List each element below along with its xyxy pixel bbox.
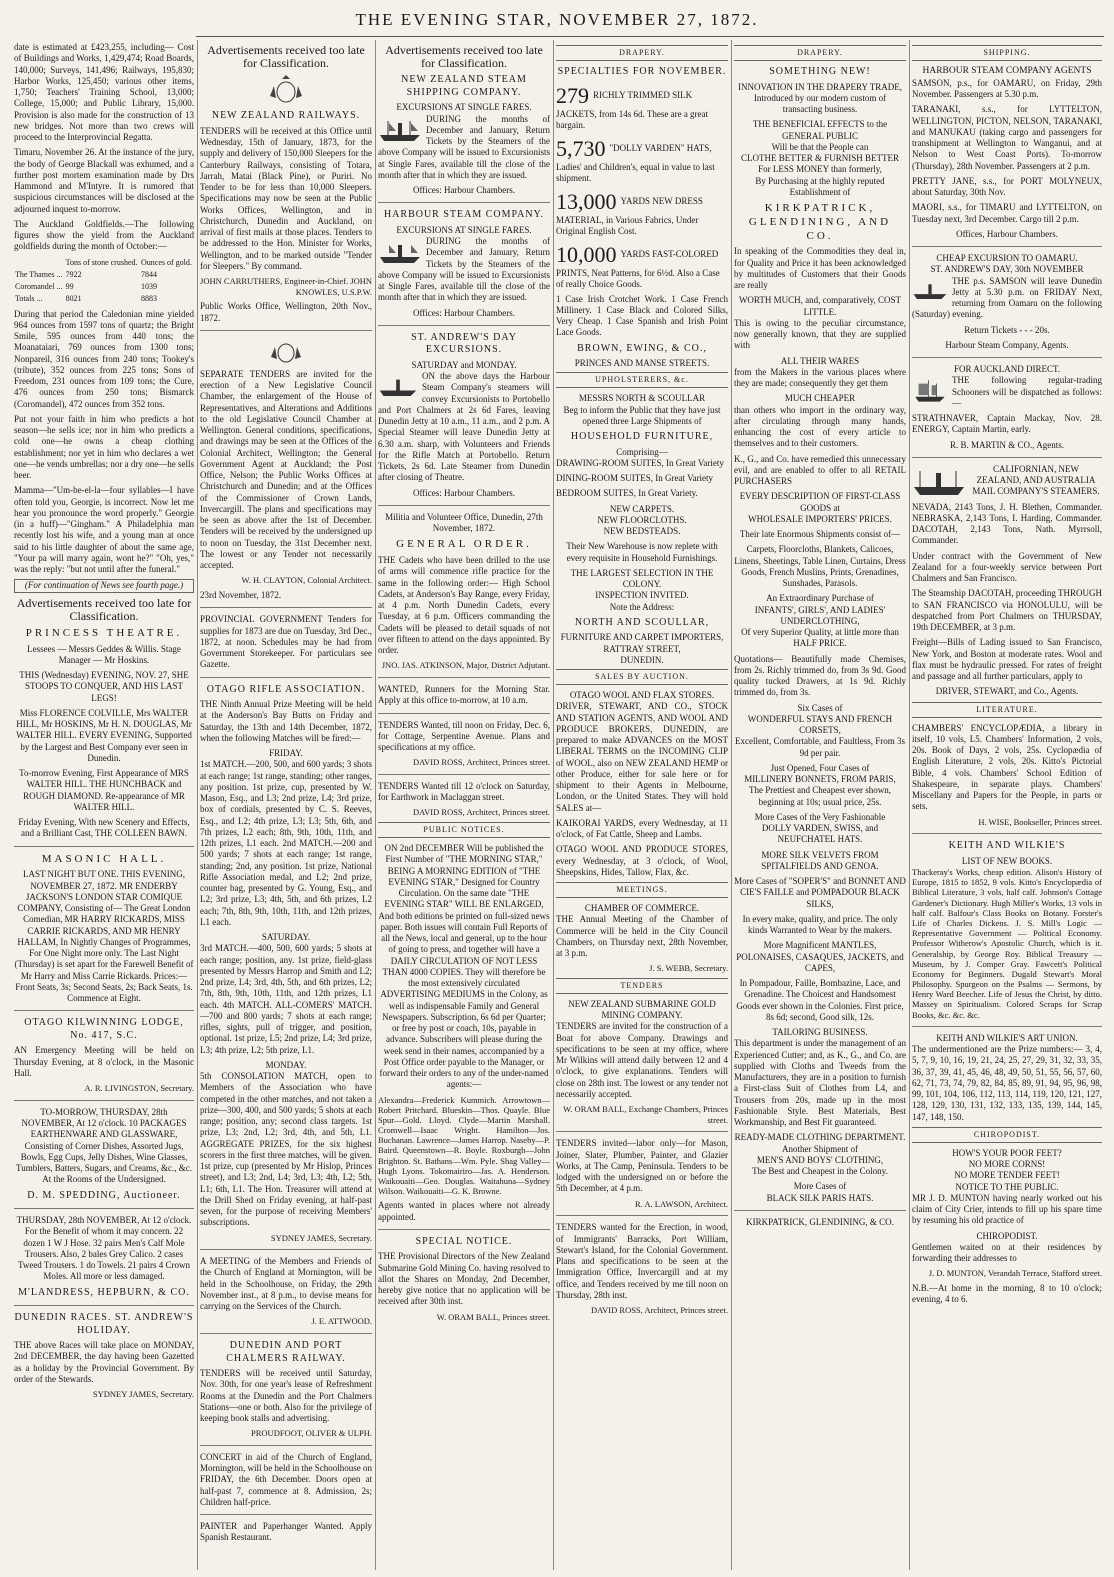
- ad-title: GENERAL ORDER.: [396, 538, 532, 551]
- ad-title: SOMETHING NEW!: [769, 66, 871, 77]
- royal-crest-icon: [266, 74, 306, 106]
- ad-text: THIS (Wednesday) EVENING, NOV. 27, SHE STOOPS TO CONQUER, AND HIS LAST LEGS!: [19, 670, 189, 703]
- signature: A. R. LIVINGSTON, Secretary.: [84, 1083, 194, 1094]
- steamship-icon: [912, 279, 948, 301]
- column-5: [734, 42, 906, 1568]
- signature: J. S. WEBB, Secretary.: [649, 963, 728, 974]
- ad-text: WORTH MUCH, and, comparatively, COST LITTLE.: [738, 295, 902, 317]
- divider: [912, 1026, 1102, 1027]
- new-item: NEW CARPETS.: [609, 503, 675, 514]
- specialty-item: [556, 135, 728, 185]
- agents-list: Alexandra—Frederick Kummich. Arrowtown—Robert Pritchard. Blueskin—Thos. Quayle. Blue Spur—Gold. Lloyd. Clyde—Martin Marshall. Cromwell—Isaac Wright. Hamilton—Jos. Buchanan. Lawrence—James Harrop. Naseby—P. Baird. Queenstown—R. Boyle. Roxburgh—John Brighton. St. Bathans—Wm. Pyle. Shag Valley—Hugh Lyons. Tokomairiro—Jas. A. Henderson. Waikouaiti—Geo. Douglas. Waitahuna—Sydney Wilson. Waikouaiti—G. K. Browne.: [378, 1094, 550, 1197]
- ad-text: THE above Races will take place on MONDAY, 2nd DECEMBER, the day having been Gazetted as a holiday by the Provincial Government. By order of the Stewards.: [14, 1340, 194, 1384]
- ship-notice: THE following regular-trading Schooners will be dispatched as follows:—: [952, 375, 1102, 408]
- ad-title: CHEAP EXCURSION TO OAMARU.: [936, 253, 1078, 264]
- ad-text: This department is under the management of an Experienced Cutter; and, as K., G., and Co. are supplied with Cloths and Tweeds from the Manufacturers, they are in a position to furnish a First-class Suit of Clothes from L4, and Trousers from 20s, made up in the most Fashionable Style. Best Materials, Best Workmanship, and Best Fit guaranteed.: [734, 1038, 906, 1127]
- section-heading: Advertisements received too late for Classification.: [207, 43, 365, 71]
- ad-title: BROWN, EWING, & CO.,: [577, 342, 707, 354]
- ad-text: WHOLESALE IMPORTERS' PRICES.: [748, 513, 892, 524]
- ad-text: from the Makers in the various places where they are made; consequently they get them: [734, 366, 906, 388]
- ad-text: Their late Enormous Shipments consist of—: [739, 529, 901, 539]
- specialty-item: [556, 188, 728, 238]
- ad-text: TENDERS wanted for the Erection, in wood, of Immigrants' Barracks, Port William, Stewart's Island, for the Colonial Government. Plans and specifications to be seen at the Immigration Office, Invercargill and at my office, and Tenders received by me till noon on Thursday, 28th inst.: [556, 1222, 728, 1300]
- ad-text: Offices: Harbour Chambers.: [412, 487, 516, 498]
- ship-notice: TARANAKI, s.s., for LYTTELTON, WELLINGTON, PICTON, NELSON, TARANAKI, and MANUKAU (taking cargo and passengers for transhipment at Wellington to Wanganui, and at Nelson to West Coast Ports). To-morrow (Thursday), 28th November. Passengers at 2 p.m.: [912, 104, 1102, 171]
- specialty-number: 5,730: [556, 135, 606, 161]
- masthead: THE EVENING STAR, NOVEMBER 27, 1872.: [355, 10, 759, 29]
- ad-text: The Prettiest and Cheapest ever shown, beginning at 10s; usual price, 25s.: [749, 785, 891, 807]
- ad-text: MUCH CHEAPER: [784, 393, 856, 404]
- ad-text: DUNEDIN.: [620, 654, 664, 665]
- ad-text: K., G., and Co. have remedied this unnecessary evil, and are enabled to offer to all RETAIL PURCHASERS: [734, 453, 906, 486]
- ship-notice: MAORI, s.s., for TIMARU and LYTTELTON, on Tuesday next, 3rd December. Cargo till 2 p.m.: [912, 202, 1102, 224]
- column-2: [200, 42, 372, 1568]
- ad-text: DURING the months of December and January, Return Tickets by the Steamers of the above Company will be issued to Excursionists at Single Fares, available till the close of the month after that in which they are issued.: [378, 236, 550, 303]
- ad-subtitle: SATURDAY and MONDAY.: [411, 359, 517, 370]
- ad-text: RATTRAY STREET,: [603, 643, 681, 654]
- ad-text: R. B. MARTIN & CO., Agents.: [950, 439, 1064, 450]
- ad-text: Introduced by our modern custom of transacting business.: [753, 92, 887, 114]
- ad-text: Return Tickets - - - 20s.: [964, 324, 1050, 335]
- ad-title: HARBOUR STEAM COMPANY.: [383, 209, 545, 221]
- news-para: Mamma—"Um-be-el-la—four syllables—I have often told you, Georgie, is incorrect. Now let me hear you pronounce the word properly." Georgie (in a huff)—"Gingham." A Philadelphia man recently lost his wife, and a young man at once said to his little daughter of about the same age, "Your pa will marry again, wont he?" "Oh, yes," was the reply: "but not until after the funeral.": [14, 485, 194, 574]
- signature: W. H. CLAYTON, Colonial Architect.: [241, 575, 372, 586]
- ad-text: THE Annual Meeting of the Chamber of Commerce will be held in the City Council Chambers, on Thursday next, 28th November, at 3 p.m.: [556, 914, 728, 958]
- ad-text: MR J. D. MUNTON having nearly worked out his claim of City Crier, intends to fill up his spare time by resuming his old practice of: [912, 1192, 1102, 1226]
- news-goldfields: The Auckland Goldfields.—The following figures show the yield from the Auckland goldfields during the month of October:—: [14, 218, 194, 252]
- signature: DAVID ROSS, Architect, Princes street.: [412, 807, 550, 818]
- ad-text: Offices, Harbour Chambers.: [956, 228, 1058, 239]
- specialty-number: 10,000: [556, 241, 617, 267]
- ad-text: NO MORE CORNS!: [968, 1159, 1046, 1170]
- divider: [14, 846, 194, 847]
- ad-text: Excellent, Comfortable, and Faultless, From 3s 9d per pair.: [735, 736, 905, 758]
- divider: [378, 713, 550, 714]
- signature: PROUDFOOT, OLIVER & ULPH.: [251, 1428, 372, 1439]
- ad-text: Lessees — Messrs Geddes & Willis. Stage Manager — Mr Hoskins.: [27, 643, 181, 665]
- ad-text: BLACK SILK PARIS HATS.: [766, 1192, 874, 1203]
- ad-text: In every make, quality, and price. The only kinds Warranted to Wear by the makers.: [742, 913, 898, 935]
- ad-text: 1 Case Irish Crotchet Work. 1 Case French Millinery. 1 Case Black and Colored Silks, Very Cheap. 1 Case Spanish and Irish Point Lace Goods.: [556, 293, 728, 338]
- specialty-item: [556, 82, 728, 132]
- signature: JNO. JAS. ATKINSON, Major, District Adjutant.: [381, 660, 550, 671]
- ad-text: Just Opened, Four Cases of: [770, 762, 870, 773]
- signature: DAVID ROSS, Architect, Princes street.: [590, 1305, 728, 1315]
- ad-text: PAINTER and Paperhanger Wanted. Apply Spanish Restaurant.: [200, 1521, 372, 1543]
- ad-footer: KIRKPATRICK, GLENDINING, & CO.: [746, 1216, 894, 1227]
- ad-text: PROVINCIAL GOVERNMENT Tenders for supplies for 1873 are due on Tuesday, 3rd Dec., 1872, at noon. Schedules may be had from Government Storekeeper. For particulars see Gazette.: [200, 614, 372, 670]
- section-heading: Advertisements received too late for Classification.: [16, 595, 192, 623]
- ad-text: Will be that the People can: [771, 141, 869, 152]
- signature: DAVID ROSS, Architect, Princes street.: [412, 757, 550, 768]
- ad-text: TENDERS Wanted, till noon on Friday, Dec. 6, for Cottage, Serpentine Avenue. Plans and specifications at my office.: [378, 719, 550, 752]
- ad-text: Quotations— Beautifully made Chemises, from 2s. Richly trimmed do, from 3s 9d. Good quality tucked Drawers, at 1s 9d. Richly trimmed do, from 3s.: [734, 653, 906, 698]
- ad-text: THE Provisional Directors of the New Zealand Submarine Gold Mining Co. having resolved to allot the Shares on Monday, 2nd December, hereby give notice that no application will be received after 30th inst.: [378, 1251, 550, 1307]
- ad-text: More Cases of the Very Fashionable: [754, 811, 886, 822]
- ad-text: THURSDAY, 28th NOVEMBER, At 12 o'clock. For the Benefit of whom it may concern. 22 dozen 1 W J Hose. 32 pairs Men's Calf Mole Trousers. Also, 2 bales Grey Calico. 2 cases Tweed Trousers. 1 do Towels. 21 pairs 4 Crown Moles. All more or less damaged.: [16, 1215, 192, 1282]
- divider: [378, 774, 550, 775]
- ad-text: TENDERS are invited for the construction of a Boat for above Company. Drawings and specifications to be seen at my office, where Mr Wilkins will attend daily between 12 and 4 o'clock, to give explanations. Tenders will close on 28th inst. The lowest or any tender not necessarily accepted.: [556, 1021, 728, 1099]
- ad-text: 5th CONSOLATION MATCH, open to Members of the Association who have competed in the other matches, and not taken a prize—300, 400, and 500 yards; 5 shots at each range; position, any; second class targets. 1st prize, L3; 2nd, L2; 3rd, 4th, and 5th, L1. AGGREGATE PRIZES, for the six highest scorers in the first three matches, will be given. 1st prize, cup (presented by Mr Hislop, Princes street), and L3; 2nd, L4; 3rd, L3; 4th, L2; 5th, L1; 6th, L1. The Hon. Treasurer will attend at the Drill Shed on Friday evening, at half-past seven, for the purpose of receiving Members' subscriptions.: [200, 1071, 372, 1228]
- ad-text: Beg to inform the Public that they have just opened three Large Shipments of: [563, 404, 721, 426]
- specialty-text: YARDS FAST-COLORED PRINTS, Neat Patterns, for 6½d. Also a Case of really Choice Goods.: [556, 248, 720, 290]
- ship-notice: SAMSON, p.s., for OAMARU, on Friday, 29th November. Passengers at 5.30 p.m.: [912, 77, 1102, 100]
- ship-notice: THE p.s. SAMSON will leave Dunedin Jetty at 5.30 p.m. on FRIDAY Next, returning from Oamaru on the following (Saturday) evening.: [912, 275, 1102, 320]
- ad-text: HOW'S YOUR POOR FEET?: [952, 1147, 1062, 1158]
- ad-text: INNOVATION IN THE DRAPERY TRADE,: [738, 81, 902, 92]
- news-para: During that period the Caledonian mine yielded 964 ounces from 1597 tons of quartz; the Bright Smile, 595 ounces from 440 tons; the Moanataiari, 769 ounces from 1300 tons; Nonpareil, 316 ounces from 240 tons; Tookey's (tribute), 352 ounces from 225 tons; Sons of Freedom, 231 ounces from 109 tons; the Cure, 476 ounces from 250 tons; Bismarck (Coromandel), 472 ounces from 352 tons.: [14, 308, 194, 409]
- ad-text: WANTED, Runners for the Morning Star. Apply at this office to-morrow, at 10 a.m.: [378, 684, 550, 706]
- book-list: Thackeray's Works, cheap edition. Alison's History of Europe, 1815 to 1852, 9 vols. Kitto's Encyclopædia of Biblical Literature, 3 vols, half calf. Johnson's Cottage Gardener's Dictionary. Hugh Miller's Works, 13 vols in half calf. Balfour's Class Books on Botany. Forster's Life of Charles Dickens. J. S. Mill's Logic — Representative Government — Political Economy. Professor Witherow's Apostolic Church, which is it. Generalship, by George Roy. Biblical Treasury — Museum, by J. Comper Gray. Fawcett's Political Economy for Beginners. Dugald Stewart's Moral Philosophy. Spurgeon on the Psalms — Sermons, by Henry Ward Beecher. Life of Jesus the Christ, by ditto. Massey on Spiritualism. Colored Scraps for Scrap Books, &c. &c. &c.: [912, 867, 1102, 1020]
- divider: [200, 677, 372, 678]
- ad-text: TO-MORROW, THURSDAY, 28th NOVEMBER, At 12 o'clock. 10 PACKAGES EARTHENWARE AND GLASSWARE, Consisting of Corner Dishes, Assorted Jugs, Bowls, Egg Cups, Jelly Dishes, Wine Glasses, Tumblers, Batters, Sugars, and Creams, &c., &c. At the Rooms of the Undersigned.: [16, 1106, 192, 1185]
- ad-text: MILLINERY BONNETS, FROM PARIS,: [744, 774, 896, 784]
- ad-title: KIRKPATRICK, GLENDINING, AND CO.: [748, 202, 892, 242]
- ad-title: D. M. SPEDDING, Auctioneer.: [27, 1189, 181, 1201]
- ad-subtitle: EXCURSIONS AT SINGLE FARES.: [396, 224, 532, 235]
- signature: SYDNEY JAMES, Secretary.: [270, 1232, 372, 1243]
- ad-title: KEITH AND WILKIE'S: [948, 840, 1066, 852]
- ad-text: THE BENEFICIAL EFFECTS to the GENERAL PUBLIC: [752, 119, 888, 141]
- signature: SYDNEY JAMES, Secretary.: [92, 1389, 194, 1399]
- ad-text: DRIVER, STEWART, and Co., Agents.: [935, 686, 1079, 697]
- ad-text: In speaking of the Commodities they deal in, for Quality and Price it has been acknowledged by multitudes of Customers that their Goods are really: [734, 246, 906, 290]
- ad-text: Another Shipment of: [782, 1143, 858, 1154]
- ad-title: NEW ZEALAND STEAM SHIPPING COMPANY.: [401, 74, 527, 98]
- ad-text: By Purchasing at the highly reputed Establishment of: [755, 175, 885, 197]
- ad-subtitle: PRINCES AND MANSE STREETS.: [574, 358, 710, 368]
- divider: [734, 1210, 906, 1211]
- ad-subtitle: LIST OF NEW BOOKS.: [961, 855, 1053, 866]
- ship-notice: NEVADA, 2143 Tons, J. H. Blethen, Commander. NEBRASKA, 2,143 Tons, I. Harding, Commander. DACOTAH, 2,143 Tons, Nath. Myrrsoll, Commander.: [912, 501, 1102, 546]
- ad-title: FOR AUCKLAND DIRECT.: [953, 364, 1061, 375]
- news-para: Put not your faith in him who predicts a hot season—he sells ice; nor in him who predicts a cold one—he owns a cheap clothing establishment; nor yet in him who declares a wet one—he vends umbrellas; nor a dry one—he sells beer.: [14, 413, 194, 480]
- divider: [200, 607, 372, 608]
- ad-text: 23rd November, 1872.: [200, 590, 282, 600]
- ad-text: More Magnificent MANTLES, POLONAISES, CASAQUES, JACKETS, and CAPES,: [736, 940, 904, 973]
- ad-text: Of very Superior Quality, at little more than HALF PRICE.: [741, 627, 899, 649]
- ad-title: OTAGO RIFLE ASSOCIATION.: [206, 683, 366, 695]
- ad-text: TENDERS Wanted till 12 o'clock on Saturday, for Earthwork in Maclaggan street.: [378, 780, 550, 803]
- divider: [14, 1100, 194, 1101]
- ad-title: NEW ZEALAND SUBMARINE GOLD MINING COMPANY.: [568, 998, 716, 1021]
- section-heading: Advertisements received too late for Classification.: [385, 43, 543, 71]
- ad-text: Militia and Volunteer Office, Dunedin, 27th November, 1872.: [385, 511, 543, 534]
- column-divider: [909, 40, 910, 1570]
- ship-notice: Under contract with the Government of New Zealand for a four-weekly service between Port Chalmers and San Francisco.: [912, 550, 1102, 584]
- ad-title: TAILORING BUSINESS.: [772, 1027, 868, 1037]
- specialty-number: 279: [556, 82, 589, 108]
- specialty-number: 13,000: [556, 188, 617, 214]
- column-divider: [553, 40, 554, 1570]
- column-6: [912, 42, 1102, 1568]
- ad-text: More Cases of "SOPER'S" and BONNET AND CIE'S FAILLE and POMPADOUR BLACK SILKS,: [734, 876, 906, 909]
- specialty-text: RICHLY TRIMMED SILK JACKETS, from 14s 6d. These are a great bargain.: [556, 89, 709, 131]
- divider: [912, 833, 1102, 834]
- ad-text: NO MORE TENDER FEET!: [954, 1170, 1060, 1181]
- ad-text: MESSRS NORTH & SCOULLAR: [578, 393, 706, 404]
- divider: [200, 1249, 372, 1250]
- section-heading: DRAPERY.: [556, 45, 728, 61]
- signature: J. E. ATTWOOD.: [311, 1316, 372, 1327]
- steamship-icon: [378, 374, 418, 398]
- ad-text: The undermentioned are the Prize numbers:— 3, 4, 5, 7, 9, 10, 16, 19, 21, 24, 25, 27, 29, 31, 32, 33, 35, 36, 37, 39, 41, 45, 46, 48, 49, 50, 51, 55, 56, 57, 60, 62, 71, 73, 74, 79, 82, 84, 85, 89, 91, 94, 95, 96, 98, 99, 101, 104, 106, 112, 113, 114, 119, 120, 121, 127, 128, 129, 130, 131, 132, 133, 135, 139, 144, 145, 147, 148, 150.: [912, 1044, 1102, 1122]
- masthead-rule: [196, 36, 1104, 37]
- ad-text: EVERY DESCRIPTION OF FIRST-CLASS GOODS at: [739, 491, 901, 513]
- divider: [14, 1305, 194, 1306]
- ad-title: SPECIALTIES FOR NOVEMBER.: [557, 66, 727, 77]
- signature: H. WISE, Bookseller, Princes street.: [978, 816, 1102, 827]
- ad-text: Offices: Harbour Chambers.: [412, 307, 516, 318]
- ship-notice: PRETTY JANE, s.s., for PORT MOLYNEUX, about Saturday, 30th Nov.: [912, 175, 1102, 198]
- steamship-icon: [378, 239, 422, 265]
- section-heading: SHIPPING.: [912, 45, 1102, 61]
- sailing-ship-icon: [912, 378, 948, 404]
- divider: [378, 202, 550, 203]
- section-heading: SALES BY AUCTION.: [556, 669, 728, 685]
- ad-text: CLOTHE BETTER & FURNISH BETTER: [741, 153, 899, 163]
- signature: J. D. MUNTON, Verandah Terrace, Stafford street.: [928, 1268, 1102, 1279]
- ad-text: Offices: Harbour Chambers.: [412, 185, 516, 196]
- ad-title: ST. ANDREW'S DAY EXCURSIONS.: [411, 331, 517, 356]
- ad-text: Friday Evening, With new Scenery and Effects, and a Brilliant Cast, THE COLLEEN BAWN.: [18, 817, 190, 839]
- ad-text: LAST NIGHT BUT ONE. THIS EVENING, NOVEMBER 27, 1872. MR ENDERBY JACKSON'S LONDON STAR COMIQUE COMPANY, Consisting of— The Great London Comedian, MR HARRY RICKARDS, MISS CARRIE RICKARDS, AND MR HENRY HALLAM, In Nightly Changes of Programmes, For One Night more only. The Last Night (Thursday) is set apart for the Farewell Benefit of Mr Harry and Miss Carrie Rickards. Prices:—Front Seats, 3s; Second Seats, 2s; Back Seats, 1s. Commence at Eight.: [14, 869, 194, 1004]
- ad-text: In Pompadour, Faille, Bombazine, Lace, and Grenadine. The Choicest and Handsomest Goods ever shown in the Colonies. First price, 8s 6d; second, Good silk, 12s.: [736, 978, 904, 1022]
- section-heading: UPHOLSTERERS, &c.: [556, 372, 728, 388]
- ad-text: The Best and Cheapest in the Colony.: [752, 1166, 888, 1176]
- ad-text: than others who import in the ordinary way, after circulating through many hands, enhancing the cost of every article to themselves and to their customers.: [734, 404, 906, 449]
- ad-title: OTAGO KILWINNING LODGE, No. 417, S.C.: [24, 1017, 184, 1041]
- ad-text: WONDERFUL STAYS AND FRENCH CORSETS,: [747, 713, 893, 735]
- ad-text: To-morrow Evening, First Appearance of MRS WALTER HILL. THE HUNCHBACK and ROUGH DIAMOND. Re-appearance of MR WALTER HILL.: [19, 768, 189, 812]
- suite-item: BEDROOM SUITES, In Great Variety.: [556, 488, 698, 499]
- ad-title: DUNEDIN AND PORT CHALMERS RAILWAY.: [226, 1340, 346, 1364]
- divider: [556, 1215, 728, 1216]
- ad-text: More Cases of: [793, 1181, 847, 1192]
- new-item: NEW FLOORCLOTHS.: [597, 514, 687, 525]
- ad-text: Agents wanted in places where not already appointed.: [378, 1200, 550, 1222]
- ad-text: Their New Warehouse is now replete with every requisite in Household Furnishings.: [566, 541, 718, 563]
- ad-text: Comprising—: [616, 446, 668, 457]
- divider: [200, 330, 372, 331]
- ad-text: FURNITURE AND CARPET IMPORTERS,: [560, 632, 724, 643]
- section-heading: DRAPERY.: [734, 45, 906, 61]
- ad-text: A MEETING of the Members and Friends of the Church of England at Mornington, will be held in the Schoolhouse, on Friday, the 29th November inst., at 8 p.m., to devise means for carrying on the Services of the Church.: [200, 1256, 372, 1312]
- divider: [200, 1514, 372, 1515]
- ship-notice: The Steamship DACOTAH, proceeding THROUGH to SAN FRANCISCO via HONOLULU, will be despatched from Port Chalmers on THURSDAY, 19th DECEMBER, at 3 p.m.: [912, 588, 1102, 633]
- ad-text: CONCERT in aid of the Church of England, Mornington, will be held in the Schoolhouse on FRIDAY, the 6th December. Doors open at half-past 7, commence at 8. Admission, 2s; Children half-price.: [200, 1451, 372, 1507]
- divider: [378, 1229, 550, 1230]
- ad-text: MORE SILK VELVETS FROM SPITALFIELDS AND GENOA.: [761, 849, 879, 871]
- ad-text: Note the Address:: [609, 601, 675, 612]
- ad-text: AN Emergency Meeting will be held on Thursday Evening, at 8 o'clock, in the Masonic Hall.: [14, 1045, 194, 1078]
- column-1: [14, 42, 194, 1568]
- ad-text: DOLLY VARDEN, SWISS, and NEUFCHATEL HATS.: [761, 823, 879, 845]
- ad-text: This is owing to the peculiar circumstance, now generally known, that they are supplied with: [734, 317, 906, 351]
- suite-item: DINING-ROOM SUITES, In Great Variety: [556, 473, 714, 483]
- section-heading: LITERATURE.: [912, 702, 1102, 718]
- column-divider: [731, 40, 732, 1570]
- day-heading: FRIDAY.: [269, 748, 303, 758]
- ad-text: DRIVER, STEWART, AND CO., STOCK AND STATION AGENTS, AND WOOL AND PRODUCE BROKERS, DUNEDIN, are prepared to make ADVANCES on the MOST LIBERAL TERMS on the INCOMING CLIP of WOOL, also on NEW ZEALAND HEMP or other Produce, either for sale here or for shipment to their Agents in Melbourne, London, or the United States. They will hold SALES at—: [556, 701, 728, 813]
- ad-text: ON 2nd DECEMBER Will be published the First Number of "THE MORNING STAR," BEING A MORNING EDITION of "THE EVENING STAR," Designed for Country Circulation. On the same date "THE EVENING STAR" WILL BE ENLARGED, And both editions be printed on full-sized news paper. Both issues will contain Full Reports of all the News, local and general, up to the hour of going to press, and together will have a DAILY CIRCULATION OF NOT LESS THAN 4000 COPIES. They will therefore be the most extensively circulated ADVERTISING MEDIUMS in the Colony, as well as indispensable Family and General Newspapers. Subscription, 6s 6d per Quarter; or free by post or coach, 10s, payable in advance. Subscribers will please during the week send in their names, accompanied by a Post Office order payable to the Manager, or forward their orders to any of the under-named agents:—: [378, 843, 550, 1090]
- specialty-text: "DOLLY VARDEN" HATS, Ladies' and Children's, equal in value to last shipment.: [556, 142, 715, 184]
- ad-text: For LESS MONEY than formerly,: [758, 164, 882, 175]
- ad-title: DUNEDIN RACES. ST. ANDREW'S HOLIDAY.: [14, 1312, 194, 1336]
- divider: [200, 1445, 372, 1446]
- ad-title: OTAGO WOOL AND FLAX STORES.: [569, 690, 715, 700]
- ad-text: MEN'S AND BOYS' CLOTHING,: [756, 1154, 884, 1165]
- ad-title: PRINCESS THEATRE.: [25, 626, 183, 639]
- day-heading: SATURDAY.: [261, 932, 311, 942]
- ad-text: ON the above days the Harbour Steam Company's steamers will convey Excursionists to Portobello and Port Chalmers at 2s 6d Fares, leaving Dunedin Jetty at 10 a.m., 11 a.m., and 2 p.m. A Special Steamer will leave Dunedin Jetty at 6.30 a.m. sharp, with Volunteers and Friends for the Rifle Match at Portobello. Return Tickets, 2s 6d. Late Steamer from Dunedin after closing of Theatre.: [378, 371, 550, 483]
- section-heading: CHIROPODIST.: [912, 1127, 1102, 1143]
- ad-text: CHAMBERS' ENCYCLOPÆDIA, a library in itself, 10 vols, L5. Chambers' Information, 2 vols, 20s. Book of Days, 2 vols, 25s. Cyclopædia of English Literature, 2 vols, 20s. Kitto's Pictorial Bible, 4 vols. Chambers' School Edition of Shakespeare, in separate plays. Chambers' Miscellany and Papers for the People, in parts or sets.: [912, 722, 1102, 812]
- divider: [378, 677, 550, 678]
- ad-title: SPECIAL NOTICE.: [415, 1235, 513, 1247]
- news-timaru: Timaru, November 26. At the instance of the jury, the body of George Blackall was exhumed, and a further post mortem examination made by Drs Hammond and M'Intyre. It is rumored that suspicious circumstances will be disclosed at the adjourned inquest to-morrow.: [14, 147, 194, 214]
- column-divider: [375, 40, 376, 1570]
- ad-text: KAIKORAI YARDS, every Wednesday, at 11 o'clock, of Fat Cattle, Sheep and Lambs.: [556, 817, 728, 839]
- ad-text: TENDERS will be received at this Office until Wednesday, 15th of January, 1873, for the supply and delivery of 150,000 Sleepers for the Canterbury Railways, consisting of Totara, Jarrah, Matai (Black Pine), or Puriri. No Tender to be for less than 10,000 Sleepers. Specifications may now be seen at the Public Works Offices, Wellington, and in Christchurch, Dunedin and Auckland, on arrival of first mails at those places. Tenders to be addressed to the Hon. Minister for Works, Wellington, and to be marked outside "Tender for Sleepers." By command.: [200, 125, 372, 271]
- column-3: [378, 42, 550, 1568]
- column-divider: [197, 40, 198, 1570]
- ad-text: THE Ninth Annual Prize Meeting will be held at the Anderson's Bay Butts on Friday and Saturday, the 13th and 14th December, 1872, when the following Matches will be fired:—: [200, 699, 372, 743]
- mail-steamer-icon: [912, 467, 966, 497]
- royal-crest-icon: [266, 337, 306, 365]
- ad-text: Public Works Office, Wellington, 20th Nov., 1872.: [200, 301, 372, 323]
- suite-item: DRAWING-ROOM SUITES, In Great Variety: [556, 457, 724, 468]
- signature: W. ORAM BALL, Exchange Chambers, Princes street.: [563, 1104, 728, 1125]
- divider: [378, 505, 550, 506]
- continuation-note: (For continuation of News see fourth page.): [14, 579, 194, 592]
- signature: R. A. LAWSON, Architect.: [634, 1198, 728, 1209]
- steamship-icon: [378, 117, 422, 143]
- ad-text: Miss FLORENCE COLVILLE, Mrs WALTER HILL, Mr HOSKINS, Mr H. N. DOUGLAS, Mr WALTER HILL. EVERY EVENING, Supported by the Largest and Best Company ever seen in Dunedin.: [16, 707, 192, 763]
- gold-table: Tons of stone crushed. Ounces of gold. The Thames ... 7922 7844 Coromandel ... 99 1039 Totals ... 8021 8883: [15, 257, 192, 303]
- ad-title: CALIFORNIAN, NEW ZEALAND, AND AUSTRALIA MAIL COMPANY'S STEAMERS.: [972, 463, 1100, 497]
- day-heading: MONDAY.: [265, 1059, 307, 1070]
- ad-subtitle: EXCURSIONS AT SINGLE FARES.: [396, 102, 532, 113]
- ship-notice: Freight—Bills of Lading issued to San Francisco, New York, and Boston at moderate rates. Wool and flax must be hydraulic pressed. For rates of freight and passage and all further particulars, apply to: [912, 637, 1102, 682]
- ad-title: READY-MADE CLOTHING DEPARTMENT.: [734, 1132, 906, 1143]
- divider: [912, 357, 1102, 358]
- divider: [200, 1333, 372, 1334]
- specialty-item: [556, 241, 728, 291]
- ship-notice: STRATHNAVER, Captain Mackay, Nov. 28. ENERGY, Captain Martin, early.: [912, 413, 1102, 435]
- section-heading: PUBLIC NOTICES.: [378, 822, 550, 838]
- divider: [14, 1010, 194, 1011]
- ad-text: OTAGO WOOL AND PRODUCE STORES, every Wednesday, at 3 o'clock, of Wool, Sheepskins, Hides, Tallow, Flax, &c.: [556, 844, 728, 877]
- ad-text: INFANTS', GIRLS', AND LADIES' UNDERCLOTHING,: [754, 604, 886, 626]
- ad-text: DURING the months of December and January, Return Tickets by the Steamers of the above Company will be issued to Excursionists at Single Fares, available till the close of the month after that in which they are issued.: [378, 113, 550, 180]
- ad-text: Six Cases of: [797, 702, 843, 713]
- ad-title: HOUSEHOLD FURNITURE,: [570, 431, 714, 442]
- ad-subtitle: ST. ANDREW'S DAY, 30th NOVEMBER: [930, 264, 1084, 275]
- divider: [912, 246, 1102, 247]
- ad-text: SEPARATE TENDERS are invited for the erection of a New Legislative Council Chamber, the enlargement of the House of Representatives, and Alterations and Additions to the old Legislative Council Chamber at Wellington. General conditions, specifications, and drawings may be seen at the Offices of the Colonial Architect, Wellington; the General Government Agent at Auckland; the Post Office, Nelson; the Public Works Offices at Christchurch and Dunedin; and at the Offices of the Commissioner of Crown Lands, Invercargill. The plans and specifications may be seen as above after the 1st of December. Tenders will be received by the undersigned up to noon on Tuesday, the 31st December next. The lowest or any Tender not necessarily accepted.: [200, 368, 372, 571]
- new-item: NEW BEDSTEADS.: [603, 526, 681, 536]
- ad-text: Gentlemen waited on at their residences by forwarding their addresses to: [912, 1241, 1102, 1264]
- ad-title: NORTH AND SCOULLAR,: [574, 616, 710, 628]
- ad-text: NOTICE TO THE PUBLIC.: [955, 1181, 1059, 1192]
- ad-text: An Extraordinary Purchase of: [766, 593, 874, 604]
- divider: [556, 1131, 728, 1132]
- ad-title: NEW ZEALAND RAILWAYS.: [211, 110, 361, 122]
- ad-title: KEITH AND WILKIE'S ART UNION.: [936, 1032, 1078, 1043]
- ad-text: 1st MATCH.—200, 500, and 600 yards; 3 shots at each range; 1st range, standing; other ranges, any position. 1st prize, cup, presented by W. Mason, Esq., and L3; 2nd prize, L4; 3rd prize, box of cordials, presented by C. S. Reeves, Esq., and L2; 4th prize, L3; L3; 5th, 6th, and 7th prizes, L2 each; 8th, 9th, 10th, 11th, and 12th prizes, L1 each. 2nd MATCH.—200 and 500 yards; 7 shots at each range; 1st range, standing; 2nd, any position. 1st prize, National Rifle Association medal, and L2; 2nd prize, counter bag, presented by G. Young, Esq., and L2; 3rd prize, L3; 4th, 5th, and 6th prizes, L2 each; 7th, 8th, 9th, 10th, 11th, and 12th prizes, L1 each.: [200, 759, 372, 927]
- ad-text: TENDERS invited—labor only—for Mason, Joiner, Slater, Plumber, Painter, and Glazier Works, at The Camp, Peninsula. Tenders to be lodged with the undersigned on or before the 5th December, at 4 p.m.: [556, 1138, 728, 1194]
- ad-text: Harbour Steam Company, Agents.: [945, 339, 1069, 350]
- ad-text: THE LARGEST SELECTION IN THE COLONY.: [570, 567, 714, 589]
- ad-text: N.B.—At home in the morning, 8 to 10 o'clock; evening, 4 to 6.: [912, 1282, 1102, 1305]
- ad-title: HARBOUR STEAM COMPANY AGENTS: [922, 66, 1092, 76]
- ad-text: THE Cadets who have been drilled to the use of arms will commence rifle practice for the same in the following order:— High School Cadets, at Anderson's Bay Range, every Friday, at 4 p.m. North Dunedin Cadets, every Tuesday, at 6 p.m. Officers commanding the Cadets will be pleased to detail squads of not over fifteen to attend on the days appointed. By order.: [378, 555, 550, 656]
- ad-text: ALL THEIR WARES: [780, 355, 860, 366]
- goods-list: Carpets, Floorcloths, Blankets, Calicoes, Linens, Sheetings, Table Linen, Curtains, Dress Goods, French Muslins, Prints, Grenadines, Sunshades, Parasols.: [734, 544, 906, 588]
- ad-title: MASONIC HALL.: [41, 852, 167, 865]
- divider: [912, 457, 1102, 458]
- ad-title: CHAMBER OF COMMERCE.: [584, 903, 700, 913]
- signature: JOHN CARRUTHERS, Engineer-in-Chief. JOHN KNOWLES, U.S.P.W.: [200, 276, 372, 297]
- ad-text: INSPECTION INVITED.: [595, 590, 689, 601]
- ad-text: TENDERS will be received until Saturday, Nov. 30th, for one year's lease of Refreshment Rooms at the Dunedin and the Port Chalmers Stations—one or both. Also for the privilege of keeping book stalls and advertising.: [200, 1368, 372, 1423]
- divider: [378, 325, 550, 326]
- section-heading: MEETINGS.: [556, 882, 728, 898]
- column-4: [556, 42, 728, 1568]
- signature: W. ORAM BALL, Princes street.: [436, 1311, 550, 1322]
- divider: [14, 1208, 194, 1209]
- ad-title: M'LANDRESS, HEPBURN, & CO.: [18, 1286, 190, 1298]
- news-text: date is estimated at £423,255, including— Cost of Buildings and Works, 1,429,474; Road Boards, 140,000; Surveys, 141,496; Railways, 195,830; Harbor Works, 125,450; various other items, 1,750; Teachers' Training School, 13,000; College, 15,000; and Public Library, 15,000. Provision is also made for the construction of 13 new bridges. Not more than two crews will proceed to the Interprovincial Regatta.: [14, 42, 194, 142]
- specialty-text: YARDS NEW DRESS MATERIAL, in Various Fabrics, Under Original English Cost.: [556, 195, 703, 237]
- ad-text: CHIROPODIST.: [976, 1230, 1038, 1241]
- section-heading: TENDERS: [556, 978, 728, 994]
- ad-text: 3rd MATCH.—400, 500, 600 yards; 5 shots at each range; position, any. 1st prize, field-glass presented by Messrs Harrop and Smith and L2; 2nd prize, L4; 3rd, 4th, 5th, and 6th prizes, L2; 7th, 8th, 9th, 10th, 11th, and 12th prizes, L1 each. 4th MATCH. ALL-COMERS' MATCH.—700 and 800 yards; 7 shots at each range; rifles, sights, pull of trigger, and position, optional. 1st prize, L5; 2nd prize, L4; 3rd prize, L3; 4th prize, L2; 5th prize, L1.: [200, 943, 372, 1055]
